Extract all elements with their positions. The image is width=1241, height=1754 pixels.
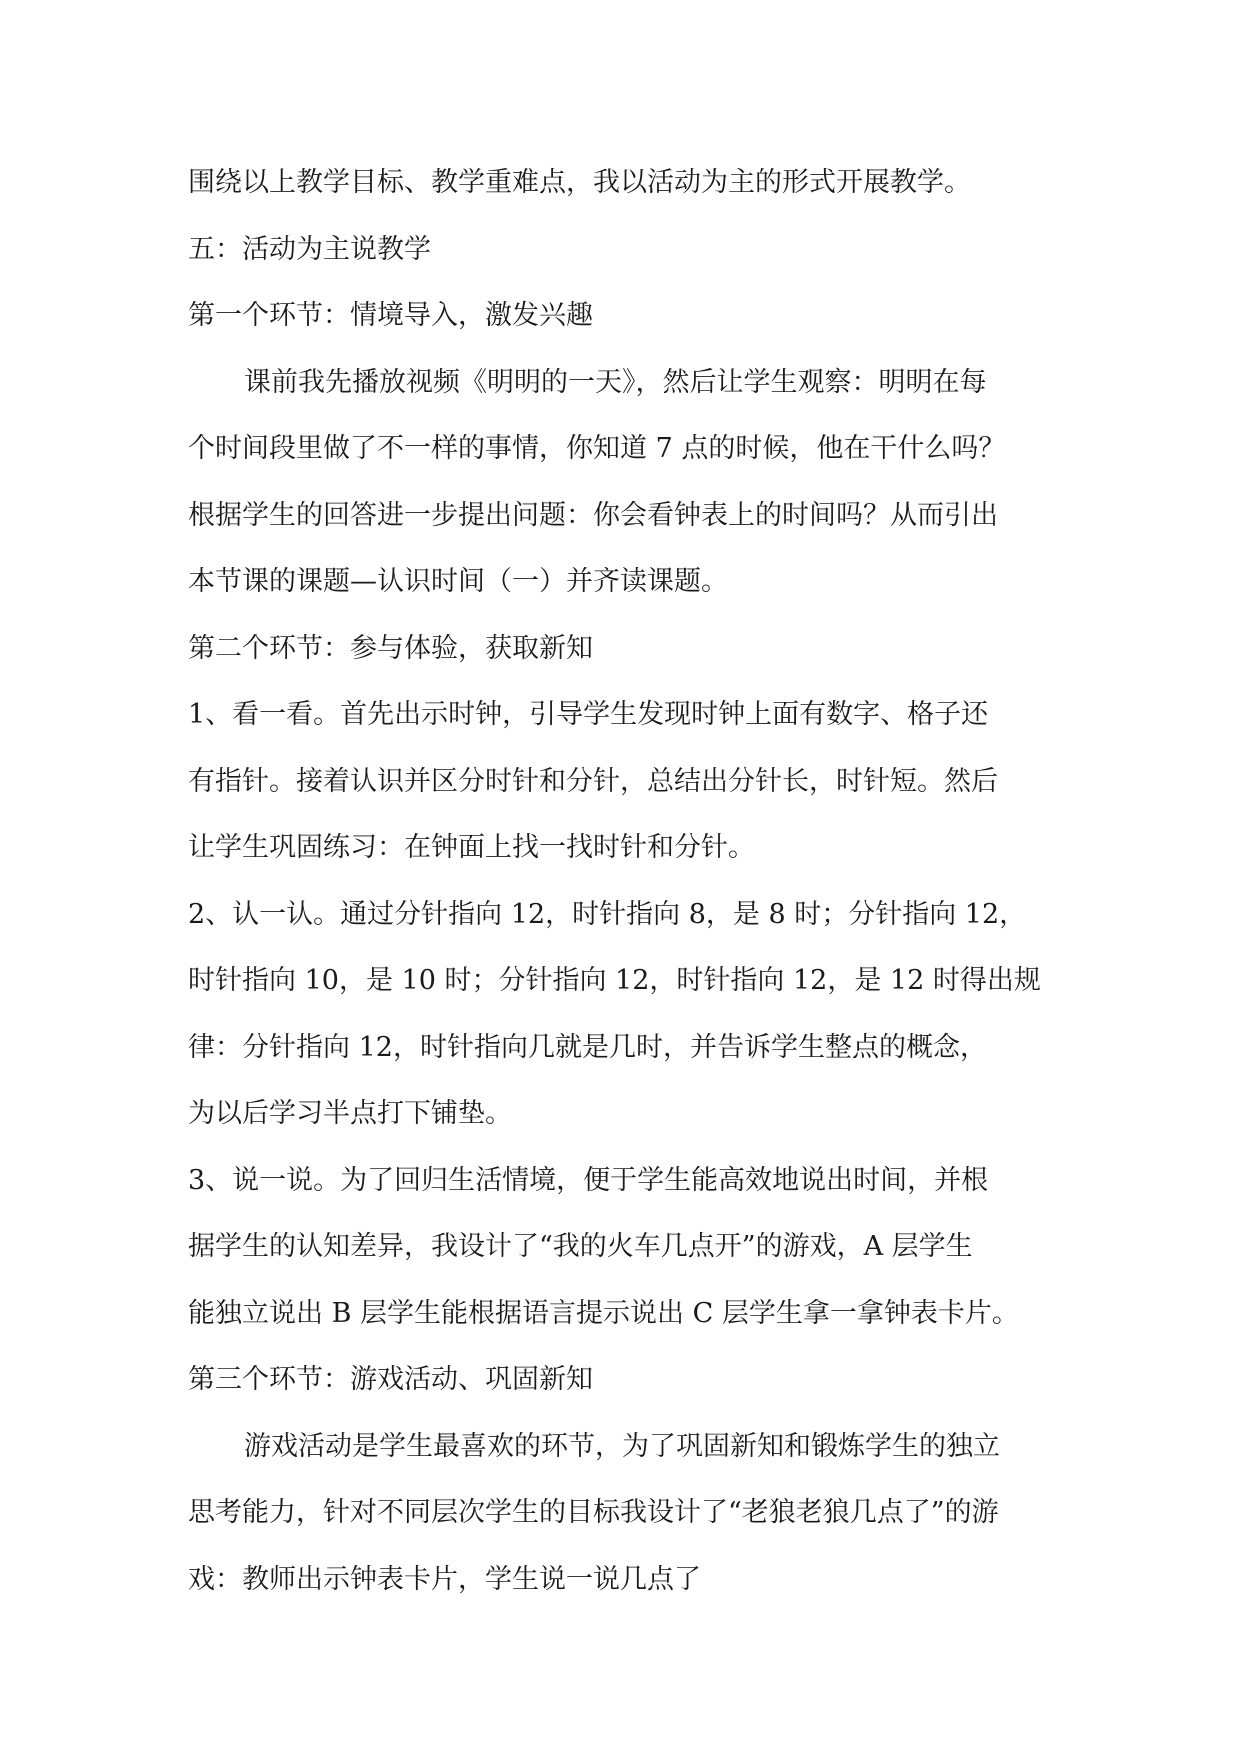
list-item-line: 有指针。接着认识并区分时针和分针，总结出分针长，时针短。然后	[188, 765, 998, 797]
paragraph-line: 游戏活动是学生最喜欢的环节，为了巩固新知和锻炼学生的独立	[244, 1430, 1000, 1462]
paragraph-line: 本节课的课题—认识时间（一）并齐读课题。	[188, 566, 728, 597]
list-item-line: 时针指向 10，是 10 时；分针指向 12，时针指向 12，是 12 时得出规	[188, 965, 1041, 996]
paragraph-line: 课前我先播放视频《明明的一天》，然后让学生观察：明明在每	[244, 366, 987, 398]
subsection-heading: 第三个环节：游戏活动、巩固新知	[188, 1364, 593, 1395]
list-item-line: 3、说一说。为了回归生活情境，便于学生能高效地说出时间，并根	[188, 1164, 989, 1196]
subsection-heading: 第一个环节：情境导入，激发兴趣	[188, 300, 593, 331]
paragraph-line: 思考能力，针对不同层次学生的目标我设计了“老狼老狼几点了”的游	[188, 1497, 999, 1528]
list-item-line: 能独立说出 B 层学生能根据语言提示说出 C 层学生拿一拿钟表卡片。	[188, 1297, 1019, 1329]
list-item-line: 据学生的认知差异，我设计了“我的火车几点开”的游戏，A 层学生	[188, 1231, 973, 1262]
list-item-line: 律：分针指向 12，时针指向几就是几时，并告诉学生整点的概念，	[188, 1031, 987, 1063]
list-item-line: 让学生巩固练习：在钟面上找一找时针和分针。	[188, 832, 755, 863]
paragraph-line: 根据学生的回答进一步提出问题：你会看钟表上的时间吗？从而引出	[188, 499, 998, 531]
list-item-line: 1、看一看。首先出示时钟，引导学生发现时钟上面有数字、格子还	[188, 699, 989, 730]
document-body	[188, 150, 1068, 1613]
list-item-line: 为以后学习半点打下铺垫。	[188, 1098, 512, 1129]
paragraph-line: 围绕以上教学目标、教学重难点，我以活动为主的形式开展教学。	[188, 167, 971, 198]
section-heading: 五：活动为主说教学	[188, 233, 431, 265]
paragraph-line: 戏：教师出示钟表卡片，学生说一说几点了	[188, 1563, 701, 1595]
list-item-line: 2、认一认。通过分针指向 12，时针指向 8，是 8 时；分针指向 12，	[188, 898, 1027, 930]
subsection-heading: 第二个环节：参与体验，获取新知	[188, 632, 593, 664]
paragraph-line: 个时间段里做了不一样的事情，你知道 7 点的时候，他在干什么吗？	[188, 433, 1006, 464]
